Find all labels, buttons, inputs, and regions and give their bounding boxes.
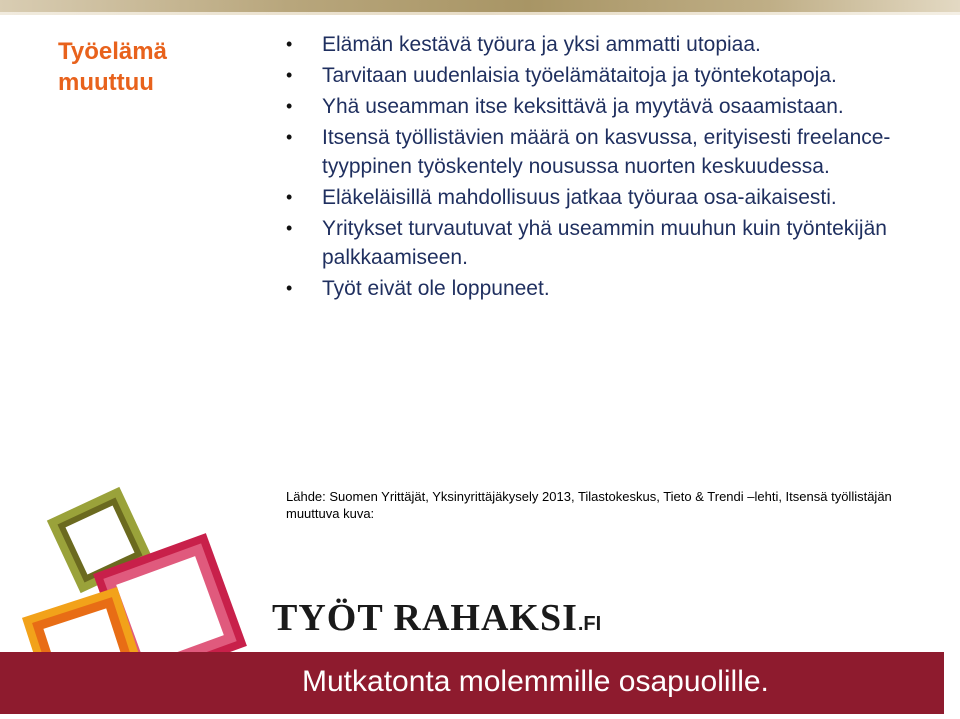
brand-logo: [272, 596, 601, 640]
bullet-list: [286, 30, 926, 305]
bullet-item: [286, 274, 926, 303]
slide-title-line-2: muuttuu: [58, 69, 154, 96]
top-decorative-bar: [0, 0, 960, 12]
bullet-dot-icon: •: [286, 278, 293, 298]
bullet-dot-icon: •: [286, 218, 293, 238]
bullet-item: [286, 214, 926, 272]
bullet-text: Tarvitaan uudenlaisia työelämätaitoja ja työntekotapoja.: [322, 64, 837, 87]
bullet-item: [286, 92, 926, 121]
bullet-item: [286, 183, 926, 212]
bullet-text: Elämän kestävä työura ja yksi ammatti utopiaa.: [322, 33, 761, 56]
bullet-text: Yhä useamman itse keksittävä ja myytävä osaamistaan.: [322, 95, 844, 118]
bullet-text: Eläkeläisillä mahdollisuus jatkaa työuraa osa-aikaisesti.: [322, 186, 837, 209]
slide-title: [58, 36, 208, 98]
source-note: Lähde: Suomen Yrittäjät, Yksinyrittäjäkysely 2013, Tilastokeskus, Tieto & Trendi –lehti, Itsensä työllistäjän muuttuva kuva:: [286, 489, 892, 521]
bullet-dot-icon: •: [286, 187, 293, 207]
slide-title-line-1: Työelämä: [58, 38, 167, 65]
bullet-dot-icon: •: [286, 127, 293, 147]
bullet-dot-icon: •: [286, 34, 293, 54]
bullet-text: Itsensä työllistävien määrä on kasvussa, erityisesti freelance-tyyppinen työskentely nousussa nuorten keskuudessa.: [322, 126, 891, 178]
bullet-dot-icon: •: [286, 65, 293, 85]
bullet-dot-icon: •: [286, 96, 293, 116]
bullet-text: Yritykset turvautuvat yhä useammin muuhun kuin työntekijän palkkaamiseen.: [322, 217, 887, 269]
bullet-item: [286, 30, 926, 59]
bullet-item: [286, 61, 926, 90]
footer-slogan: Mutkatonta molemmille osapuolille.: [302, 665, 769, 698]
bullet-item: [286, 123, 926, 181]
bullet-text: Työt eivät ole loppuneet.: [322, 277, 550, 300]
top-bar-shine: [0, 12, 960, 15]
brand-name: TYÖT RAHAKSI: [272, 597, 578, 639]
brand-suffix: .FI: [577, 613, 602, 635]
